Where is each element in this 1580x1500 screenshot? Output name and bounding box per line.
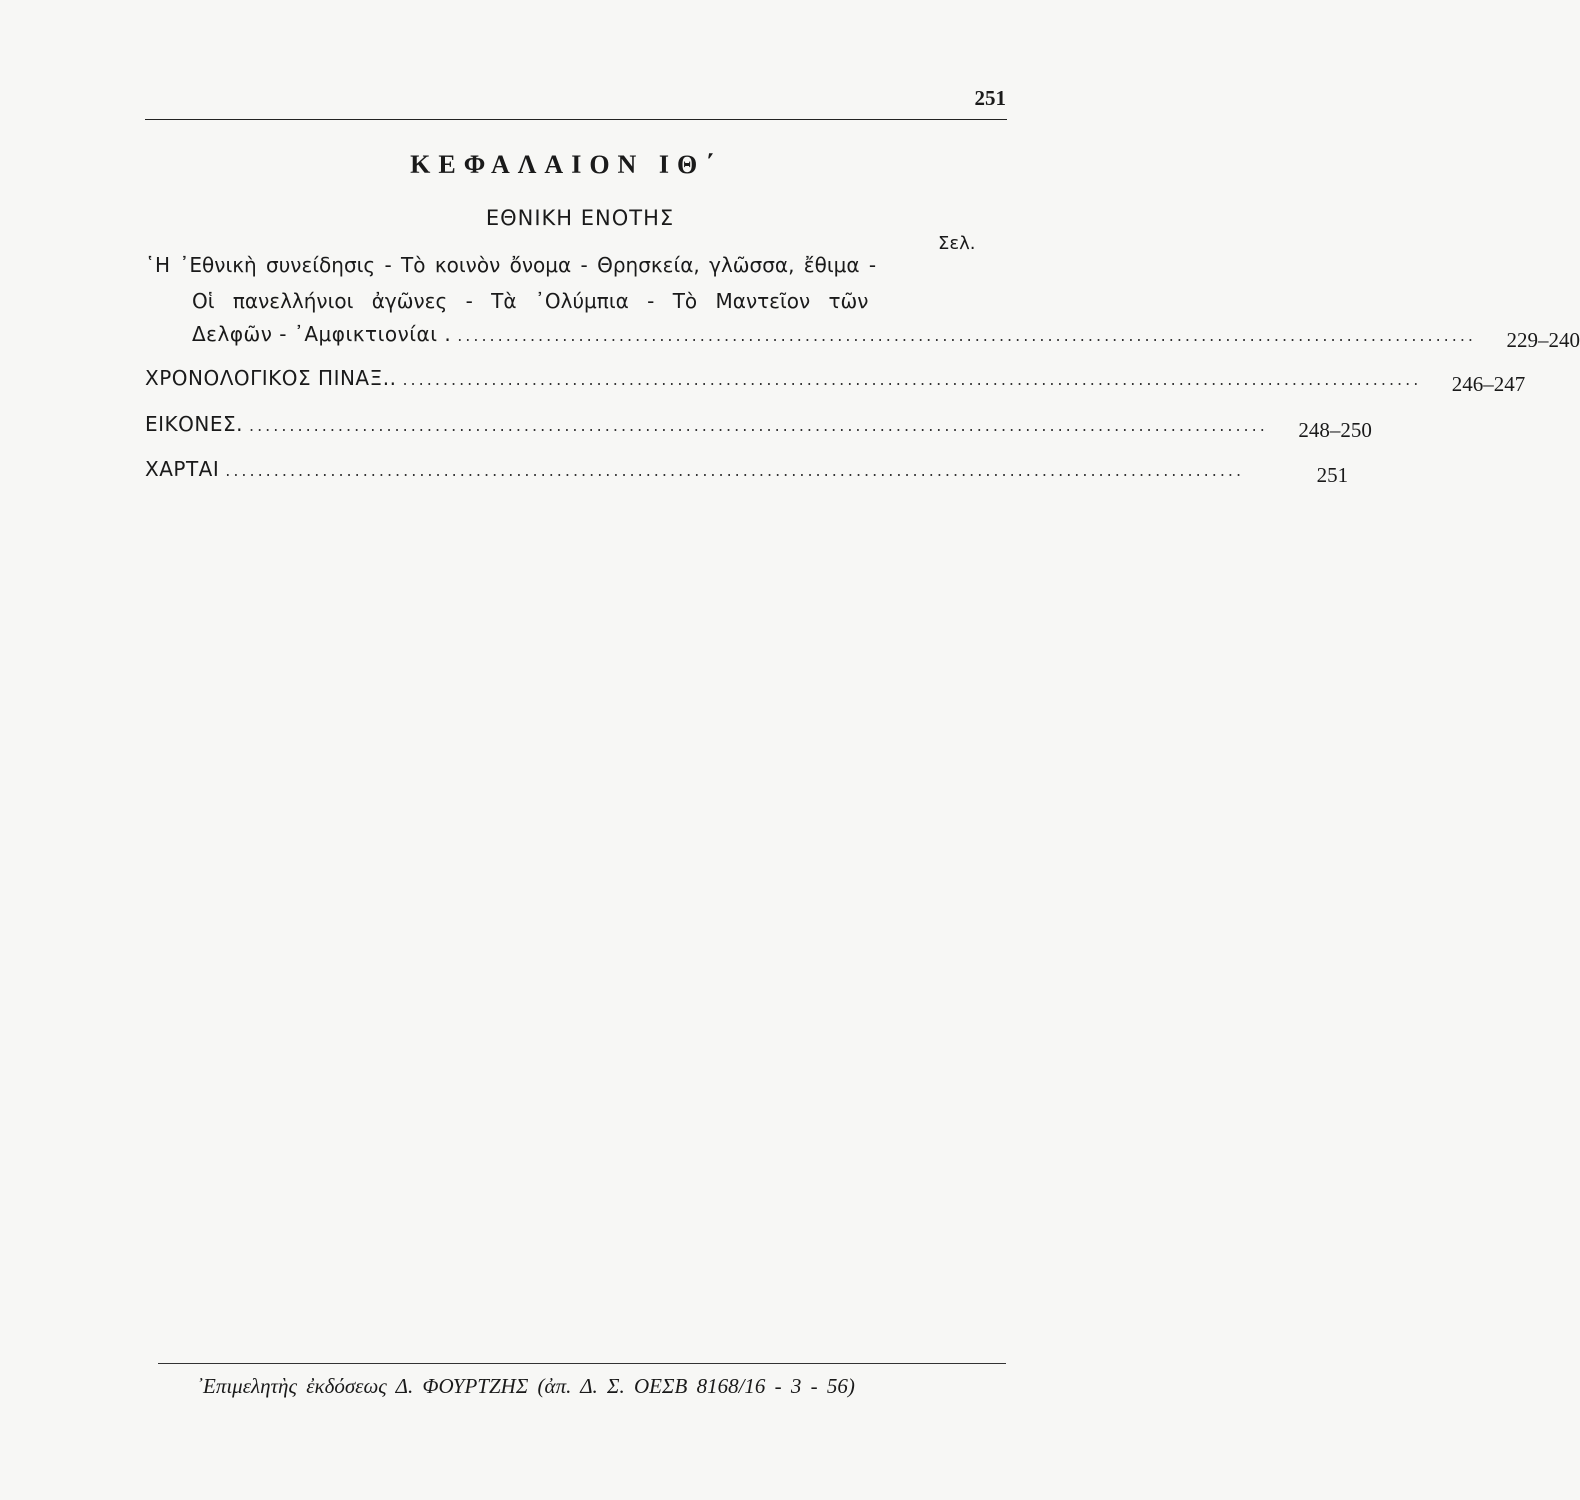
page-range: 248–250 (1298, 418, 1372, 442)
paragraph-line-2: Οἱ πανελλήνιοι ἀγῶνες - Τὰ ᾽Ολύμπια - Τὸ Μαντεῖον τῶν (192, 289, 869, 313)
page-column-heading: Σελ. (938, 233, 976, 254)
chapter-subtitle: ΕΘΝΙΚΗ ΕΝΟΤΗΣ (485, 206, 675, 230)
page-number: 251 (974, 86, 1006, 110)
header-rule (145, 119, 1007, 120)
page-range: 246–247 (1451, 372, 1526, 396)
footer-imprint: ᾽Επιμελητὴς ἐκδόσεως Δ. ΦΟΥΡΤΖΗΣ (ἀπ. Δ. Σ. ΟΕΣΒ 8168/16 - 3 - 56) (196, 1374, 855, 1398)
toc-row (145, 366, 1526, 396)
paragraph-line-1: ῾Η ᾽Εθνικὴ συνείδησις - Τὸ κοινὸν ὄνομα - Θρησκεία, γλῶσσα, ἔθιμα - (145, 253, 877, 277)
dot-leader: .............................................................................................................................. (248, 416, 1268, 435)
page-range: 229–240 (1506, 328, 1580, 352)
page-range: 251 (1316, 463, 1349, 487)
toc-label: ΕΙΚΟΝΕΣ. (145, 412, 243, 436)
toc-label: ΧΡΟΝΟΛΟΓΙΚΟΣ ΠΙΝΑΞ.. (145, 366, 397, 390)
footer-rule (158, 1363, 1006, 1364)
toc-label: ΧΑΡΤΑΙ (145, 457, 220, 481)
chapter-title: ΚΕΦΑΛΑΙΟΝ ΙΘ΄ (410, 150, 722, 179)
dot-leader: .............................................................................................................................. (402, 370, 1422, 389)
toc-row (192, 322, 1580, 352)
dot-leader: .............................................................................................................................. (225, 461, 1245, 480)
paragraph-line-3: Δελφῶν - ᾽Αμφικτιονίαι . (192, 322, 452, 346)
toc-row (145, 457, 1349, 487)
dot-leader: .............................................................................................................................. (457, 326, 1477, 345)
toc-row (145, 412, 1372, 442)
